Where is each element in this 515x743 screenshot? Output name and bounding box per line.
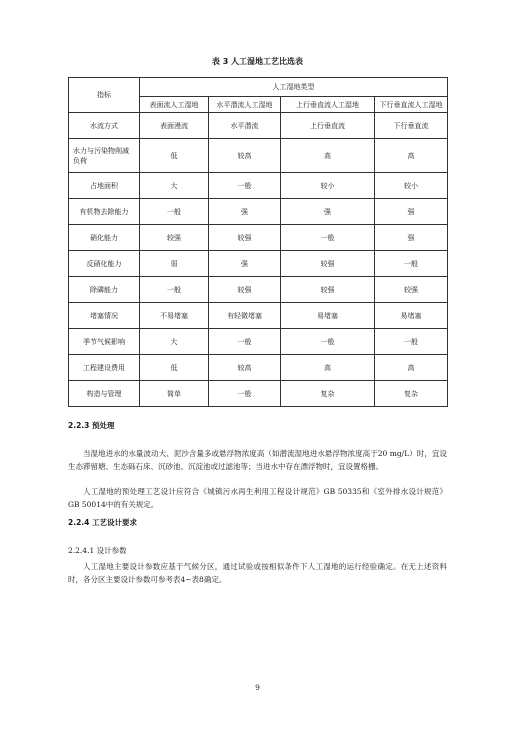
table-cell: 一般 — [209, 381, 281, 407]
table-row — [69, 199, 448, 225]
table-cell: 上行垂直流 — [281, 113, 375, 139]
table-cell: 较小 — [281, 173, 375, 199]
row-label: 硝化能力 — [69, 225, 140, 251]
table-caption: 表 3 人工湿地工艺比选表 — [211, 57, 304, 66]
table-cell: 一般 — [209, 329, 281, 355]
header-type: 水平潜流人工湿地 — [209, 97, 281, 113]
table-row — [69, 113, 448, 139]
table-cell: 大 — [140, 173, 209, 199]
row-label: 工程建设费用 — [69, 355, 140, 381]
table-row — [69, 173, 448, 199]
table-cell: 一般 — [140, 277, 209, 303]
table-cell: 较强 — [209, 277, 281, 303]
header-group: 人工湿地类型 — [140, 78, 448, 97]
table-cell: 较高 — [209, 139, 281, 173]
table-body — [69, 113, 448, 407]
table-cell: 较强 — [281, 277, 375, 303]
row-label: 季节气候影响 — [69, 329, 140, 355]
table-cell: 高 — [375, 355, 448, 381]
table-cell: 高 — [281, 355, 375, 381]
table-row — [69, 277, 448, 303]
table-cell: 高 — [281, 139, 375, 173]
table-cell: 一般 — [375, 329, 448, 355]
table-cell: 较高 — [209, 355, 281, 381]
row-label: 占地面积 — [69, 173, 140, 199]
table-row — [69, 303, 448, 329]
table-cell: 有轻微堵塞 — [209, 303, 281, 329]
table-cell: 一般 — [281, 225, 375, 251]
table-cell: 易堵塞 — [281, 303, 375, 329]
table-cell: 大 — [140, 329, 209, 355]
table-cell: 强 — [209, 199, 281, 225]
table-cell: 高 — [375, 139, 448, 173]
sub-heading-design-params: 2.2.4.1 设计参数 — [68, 546, 127, 555]
table-cell: 低 — [140, 139, 209, 173]
row-label: 水力与污染物削减负荷 — [69, 139, 140, 173]
table-cell: 复杂 — [281, 381, 375, 407]
table-cell: 强 — [281, 199, 375, 225]
row-label: 水流方式 — [69, 113, 140, 139]
table-cell: 较强 — [281, 251, 375, 277]
header-type: 下行垂直流人工湿地 — [375, 97, 448, 113]
table-cell: 强 — [375, 199, 448, 225]
table-header-row — [69, 78, 448, 97]
table-cell: 强 — [209, 251, 281, 277]
table-cell: 水平潜流 — [209, 113, 281, 139]
table-cell: 强 — [375, 225, 448, 251]
table-cell: 一般 — [140, 199, 209, 225]
table-row — [69, 139, 448, 173]
paragraph-pretreatment-2: 人工湿地的预处理工艺设计应符合《城镇污水再生利用工程设计规范》GB 50335和《室外排水设计规范》GB 50014中的有关规定。 — [68, 487, 447, 509]
paragraph-design-1: 人工湿地主要设计参数应基于气候分区，通过试验或按相似条件下人工湿地的运行经验确定。在无上述资料时，各分区主要设计参数可参考表4~表8确定。 — [68, 562, 447, 584]
table-cell: 易堵塞 — [375, 303, 448, 329]
table-row — [69, 329, 448, 355]
table-cell: 不易堵塞 — [140, 303, 209, 329]
table-row — [69, 355, 448, 381]
section-heading-design: 2.2.4 工艺设计要求 — [68, 518, 137, 527]
table-cell: 低 — [140, 355, 209, 381]
table-cell: 一般 — [209, 173, 281, 199]
table-cell: 表面漫流 — [140, 113, 209, 139]
page-number: 9 — [255, 683, 260, 692]
section-heading-pretreatment: 2.2.3 预处理 — [68, 421, 115, 430]
table-cell: 简单 — [140, 381, 209, 407]
table-cell: 较小 — [375, 173, 448, 199]
table-row — [69, 225, 448, 251]
table-cell: 下行垂直流 — [375, 113, 448, 139]
header-indicator: 指标 — [69, 78, 140, 113]
table-row — [69, 381, 448, 407]
row-label: 构造与管理 — [69, 381, 140, 407]
table-row — [69, 251, 448, 277]
row-label: 堵塞情况 — [69, 303, 140, 329]
wetland-comparison-table — [68, 77, 448, 407]
header-type: 表面流人工湿地 — [140, 97, 209, 113]
paragraph-pretreatment-1: 当湿地进水的水量波动大、泥沙含量多或悬浮物浓度高（如潜流湿地进水悬浮物浓度高于20 mg/L）时，宜设生态滞留塘、生态砾石床、沉砂池、沉淀池或过滤池等；当进水中存在漂浮物时，宜设置格栅。 — [68, 449, 447, 471]
header-type: 上行垂直流人工湿地 — [281, 97, 375, 113]
row-label: 反硝化能力 — [69, 251, 140, 277]
table-cell: 较强 — [375, 277, 448, 303]
table-cell: 复杂 — [375, 381, 448, 407]
table-cell: 弱 — [140, 251, 209, 277]
row-label: 有机物去除能力 — [69, 199, 140, 225]
table-cell: 一般 — [375, 251, 448, 277]
row-label: 除磷能力 — [69, 277, 140, 303]
table-cell: 较强 — [140, 225, 209, 251]
table-cell: 较强 — [209, 225, 281, 251]
table-cell: 一般 — [281, 329, 375, 355]
